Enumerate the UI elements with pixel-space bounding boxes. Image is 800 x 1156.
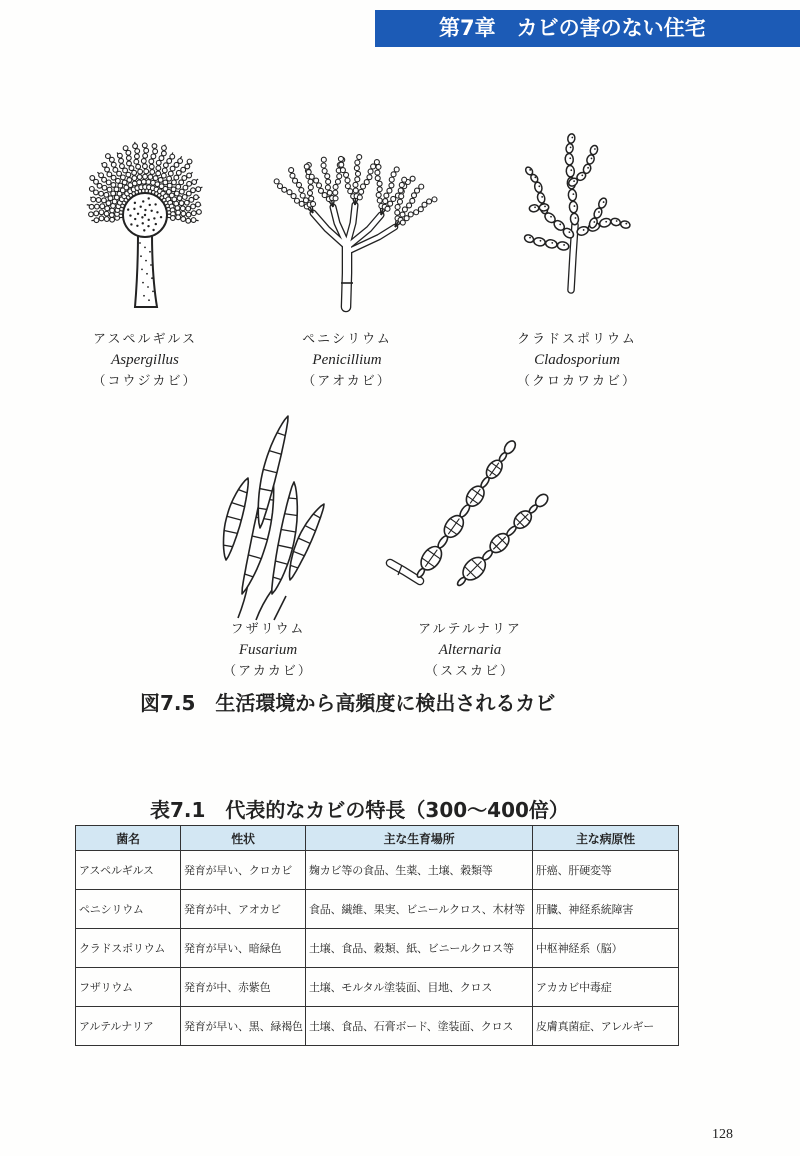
page-number: 128 [712,1127,733,1142]
aspergillus-illustration [77,133,217,311]
mold-label-aspergillus [45,329,245,392]
cell-pathogenicity: 中枢神経系（脳） [533,929,679,968]
mold-common: （クロカワカビ） [516,374,637,389]
cladosporium-illustration [505,125,640,295]
alternaria-illustration [380,425,560,595]
column-header: 主な生育場所 [306,826,533,851]
cell-pathogenicity: アカカビ中毒症 [533,968,679,1007]
table-row [76,851,679,890]
cell-habitat: 土壌、食品、穀類、紙、ビニールクロス等 [306,929,533,968]
cell-pathogenicity: 皮膚真菌症、アレルギー [533,1007,679,1046]
table-row [76,968,679,1007]
cell-properties: 発育が早い、黒、緑褐色 [181,1007,306,1046]
cell-habitat: 土壌、食品、石膏ボード、塗装面、クロス [306,1007,533,1046]
table-row [76,1007,679,1046]
column-header: 主な病原性 [533,826,679,851]
mold-common: （アオカビ） [302,374,392,389]
cell-pathogenicity: 肝臓、神経系統障害 [533,890,679,929]
mold-label-fusarium [168,619,368,682]
mold-properties-table [75,825,679,1046]
figure-caption: 図7.5 生活環境から高頻度に検出されるカビ [140,691,556,715]
mold-common: （ススカビ） [424,664,515,679]
mold-latin: Alternaria [438,642,502,658]
mold-latin: Penicillium [312,352,382,368]
mold-katakana: クラドスポリウム [517,332,637,347]
cell-species: アルテルナリア [76,1007,181,1046]
mold-katakana: ペニシリウム [302,332,392,347]
mold-common: （アカカビ） [223,664,313,679]
chapter-title: 第7章 カビの害のない住宅 [439,16,706,40]
table-header-row [76,826,679,851]
mold-latin: Aspergillus [111,352,179,368]
mold-katakana: フザリウム [230,622,306,637]
cell-species: フザリウム [76,968,181,1007]
table-row [76,929,679,968]
mold-katakana: アスペルギルス [93,332,197,347]
column-header: 菌名 [76,826,181,851]
mold-latin: Fusarium [238,642,298,658]
penicillium-illustration [283,133,413,311]
column-header: 性状 [181,826,306,851]
cell-species: クラドスポリウム [76,929,181,968]
cell-species: アスペルギルス [76,851,181,890]
mold-label-cladosporium [477,329,677,392]
cell-habitat: 土壌、モルタル塗装面、目地、クロス [306,968,533,1007]
cell-pathogenicity: 肝癌、肝硬変等 [533,851,679,890]
fusarium-illustration [212,408,332,623]
cell-properties: 発育が中、アオカビ [181,890,306,929]
mold-latin: Cladosporium [534,352,620,368]
table-row [76,890,679,929]
table-title: 表7.1 代表的なカビの特長（300～400倍） [150,798,569,822]
chapter-header-bar [375,10,800,47]
cell-properties: 発育が早い、暗緑色 [181,929,306,968]
cell-habitat: 食品、繊維、果実、ビニールクロス、木材等 [306,890,533,929]
cell-properties: 発育が早い、クロカビ [181,851,306,890]
mold-katakana: アルテルナリア [418,622,522,637]
cell-properties: 発育が中、赤紫色 [181,968,306,1007]
mold-label-alternaria [370,619,570,682]
cell-habitat: 麹カビ等の食品、生薬、土壌、穀類等 [306,851,533,890]
cell-species: ペニシリウム [76,890,181,929]
mold-common: （コウジカビ） [92,374,198,389]
mold-label-penicillium [247,329,447,392]
